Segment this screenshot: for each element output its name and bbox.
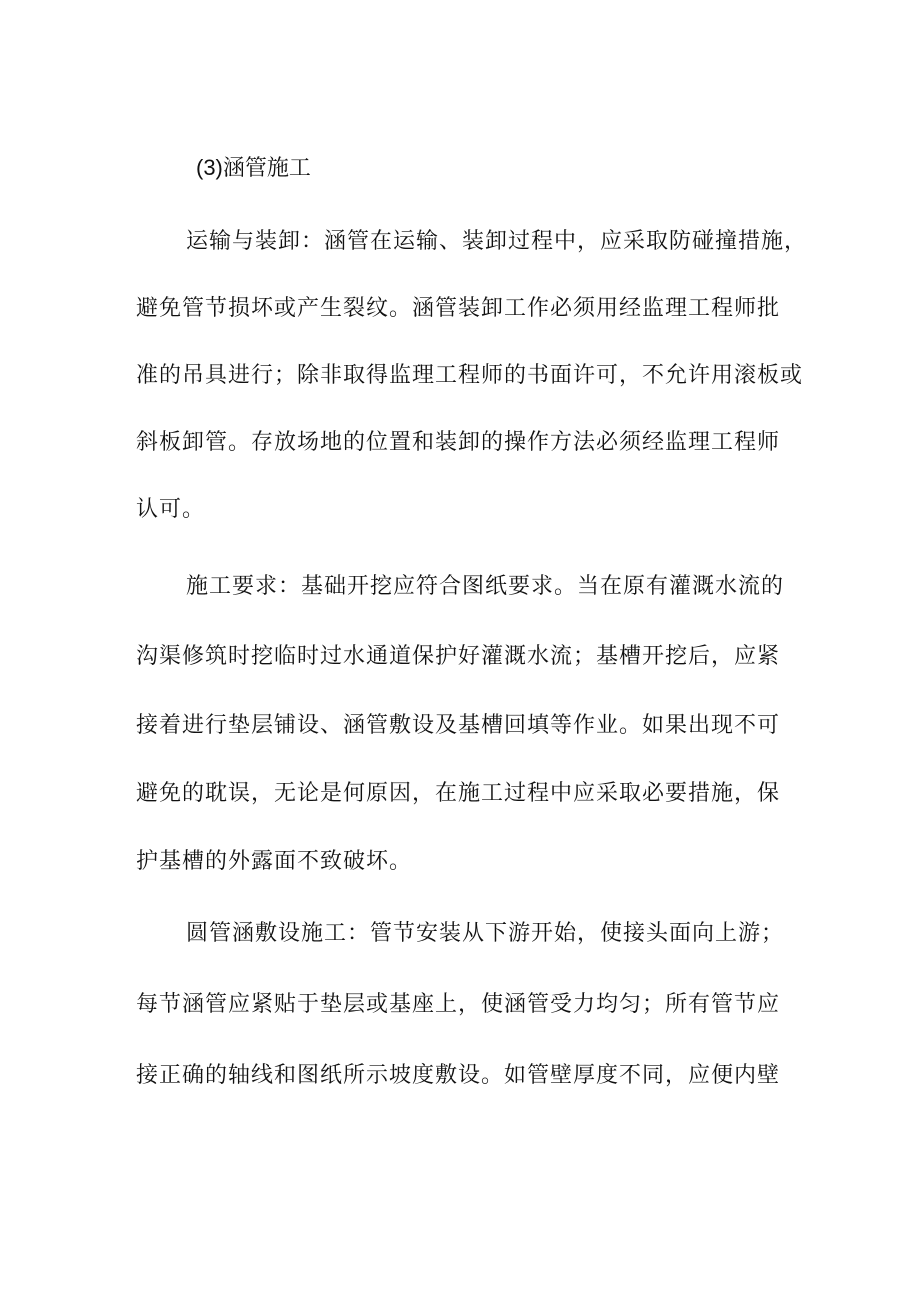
- paragraph-line: 认可。: [136, 497, 206, 522]
- paragraph-line: 圆管涵敷设施工：管节安装从下游开始，使接头面向上游；: [186, 921, 785, 946]
- paragraph-line: 运输与装卸：涵管在运输、装卸过程中，应采取防碰撞措施，: [186, 229, 808, 254]
- paragraph-line: 沟渠修筑时挖临时过水通道保护好灌溉水流；基槽开挖后，应紧: [136, 644, 781, 669]
- paragraph-line: 每节涵管应紧贴于垫层或基座上，使涵管受力均匀；所有管节应: [136, 992, 781, 1017]
- section-title: 涵管施工: [222, 156, 311, 181]
- paragraph-line: 斜板卸管。存放场地的位置和装卸的操作方法必须经监理工程师: [136, 430, 781, 455]
- paragraph-line: 接正确的轴线和图纸所示坡度敷设。如管壁厚度不同，应便内壁: [136, 1063, 781, 1088]
- paragraph-line: 避免的耽误，无论是何原因，在施工过程中应采取必要措施，保: [136, 781, 781, 806]
- section-heading: [196, 152, 311, 185]
- paragraph-line: 接着进行垫层铺设、涵管敷设及基槽回填等作业。如果出现不可: [136, 713, 781, 738]
- paragraph-line: 护基槽的外露面不致破坏。: [136, 849, 413, 874]
- paragraph-line: 避免管节损坏或产生裂纹。涵管装卸工作必须用经监理工程师批: [136, 296, 781, 321]
- section-number: (3): [196, 155, 223, 180]
- paragraph-line: 准的吊具进行；除非取得监理工程师的书面许可，不允许用滚板或: [136, 363, 804, 388]
- paragraph-line: 施工要求：基础开挖应符合图纸要求。当在原有灌溉水流的: [186, 574, 785, 599]
